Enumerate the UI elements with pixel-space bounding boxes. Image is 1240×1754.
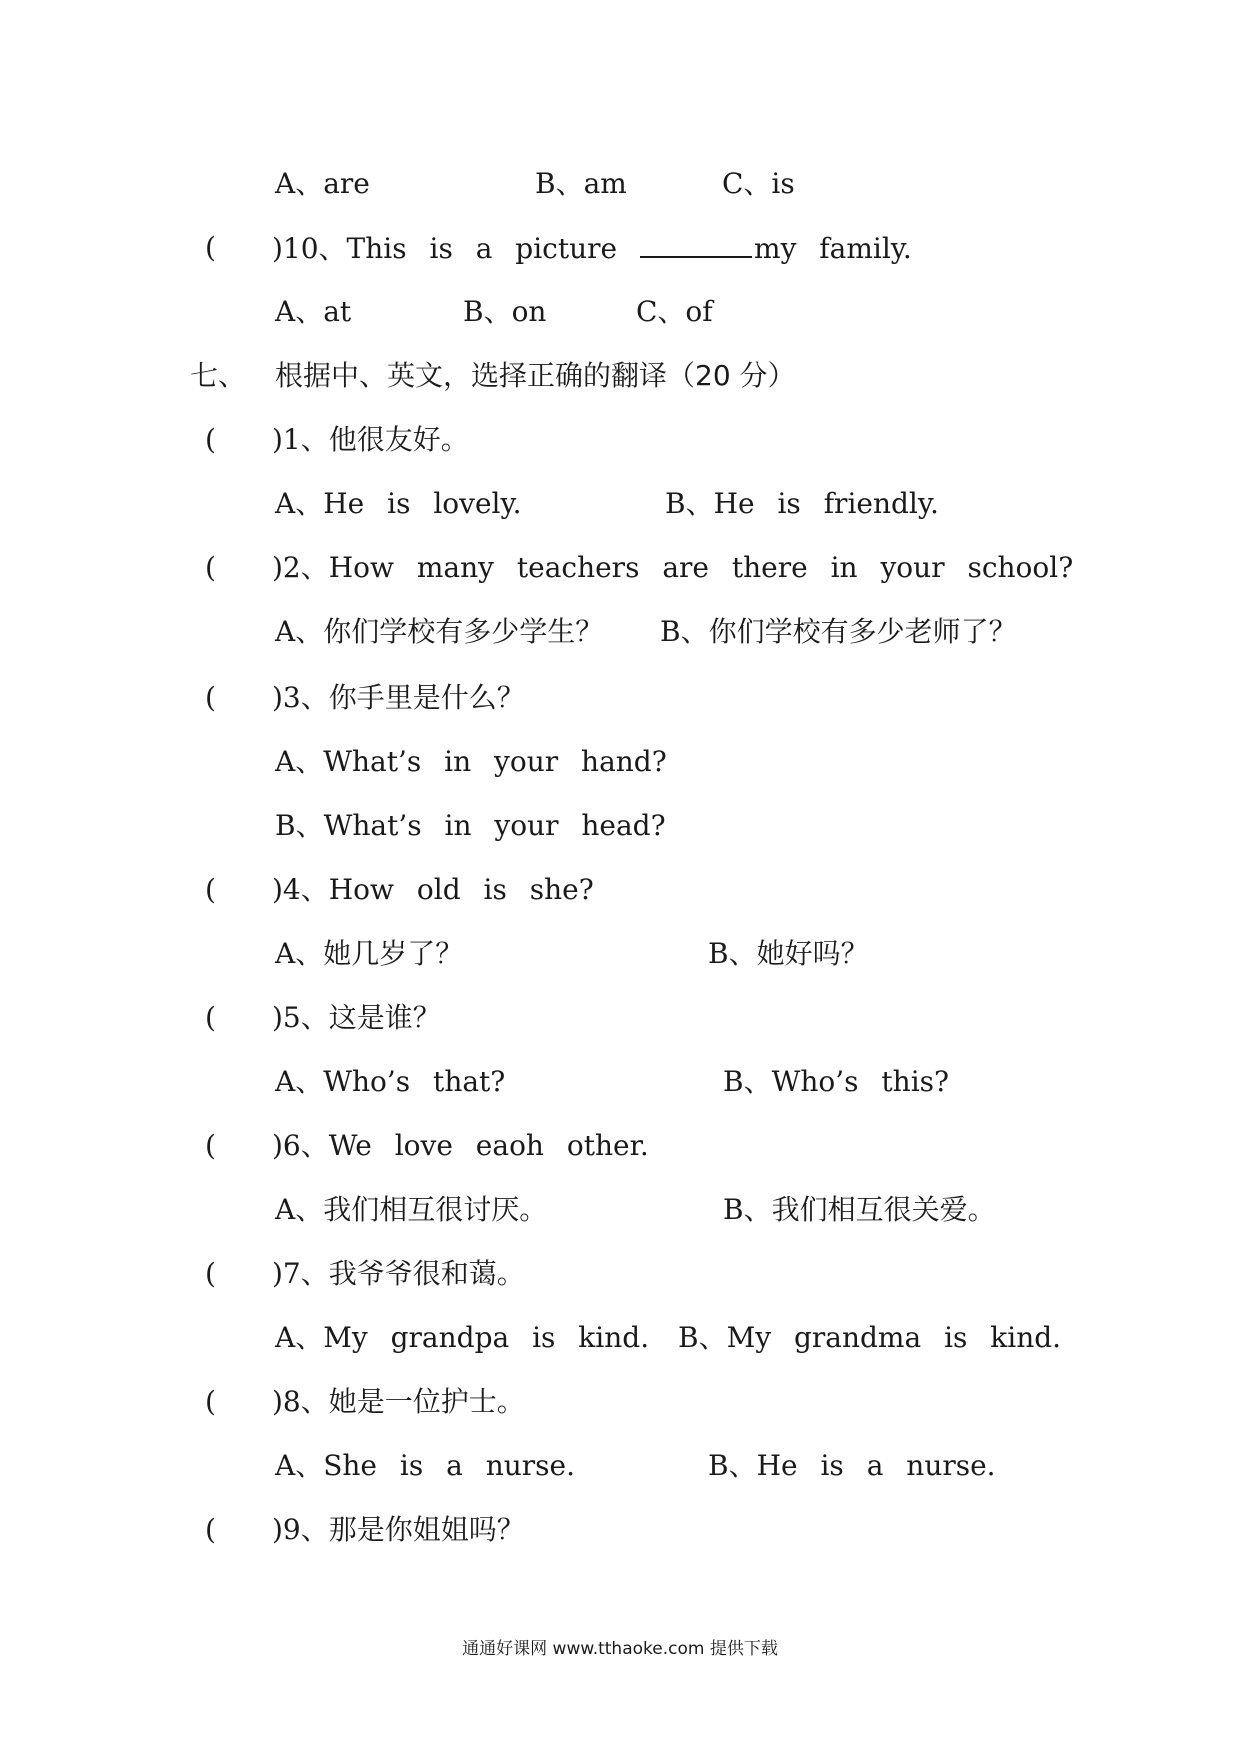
question-text: )1、他很友好。 (272, 423, 469, 456)
option-a: A、My grandpa is kind. (275, 1321, 650, 1354)
question-text: )5、这是谁？ (272, 1001, 441, 1034)
option-b: B、He is friendly. (665, 487, 939, 520)
option-b: B、她好吗？ (708, 937, 869, 970)
option-a: A、He is lovely. (275, 487, 522, 520)
option-c: C、is (722, 167, 795, 200)
option-c: C、of (636, 295, 713, 328)
page-footer: 通通好课网 www.tthaoke.com 提供下载 (462, 1639, 778, 1659)
option-b: B、am (535, 167, 627, 200)
option-a: A、她几岁了？ (275, 937, 464, 970)
answer-paren[interactable]: ( (205, 1257, 216, 1290)
question-text: )10、This is a picture (272, 232, 618, 265)
option-a: A、你们学校有多少学生？ (275, 615, 604, 648)
option-a: A、我们相互很讨厌。 (275, 1193, 548, 1226)
section-title: 根据中、英文，选择正确的翻译（20 分） (275, 359, 796, 392)
question-text: )8、她是一位护士。 (272, 1385, 525, 1418)
answer-paren[interactable]: ( (205, 873, 216, 906)
question-text-suffix: my family. (754, 232, 912, 265)
fill-blank[interactable] (640, 228, 752, 258)
answer-paren[interactable]: ( (205, 1385, 216, 1418)
option-b: B、我们相互很关爱。 (723, 1193, 996, 1226)
question-text: )3、你手里是什么？ (272, 681, 525, 714)
question-text: )2、How many teachers are there in your school? (272, 551, 1074, 584)
option-b: B、What’s in your head? (275, 809, 666, 842)
option-a: A、What’s in your hand? (275, 745, 667, 778)
question-text: )9、那是你姐姐吗？ (272, 1513, 525, 1546)
answer-paren[interactable]: ( (205, 423, 216, 456)
option-b: B、He is a nurse. (708, 1449, 996, 1482)
option-b: B、Who’s this? (723, 1065, 950, 1098)
answer-paren[interactable]: ( (205, 681, 216, 714)
question-text: )4、How old is she? (272, 873, 594, 906)
option-a: A、She is a nurse. (275, 1449, 576, 1482)
option-b: B、on (463, 295, 547, 328)
question-text: )7、我爷爷很和蔼。 (272, 1257, 525, 1290)
option-a: A、at (275, 295, 352, 328)
answer-paren[interactable]: ( (205, 551, 216, 584)
option-a: A、are (275, 167, 370, 200)
answer-paren[interactable]: ( (205, 1001, 216, 1034)
answer-paren[interactable]: ( (205, 1129, 216, 1162)
option-a: A、Who’s that? (275, 1065, 506, 1098)
answer-paren[interactable]: ( (205, 1513, 216, 1546)
section-number: 七、 (190, 359, 247, 392)
option-b: B、你们学校有多少老师了？ (660, 615, 1017, 648)
question-text: )6、We love eaoh other. (272, 1129, 649, 1162)
answer-paren: ( (205, 231, 216, 264)
option-b: B、My grandma is kind. (678, 1321, 1062, 1354)
